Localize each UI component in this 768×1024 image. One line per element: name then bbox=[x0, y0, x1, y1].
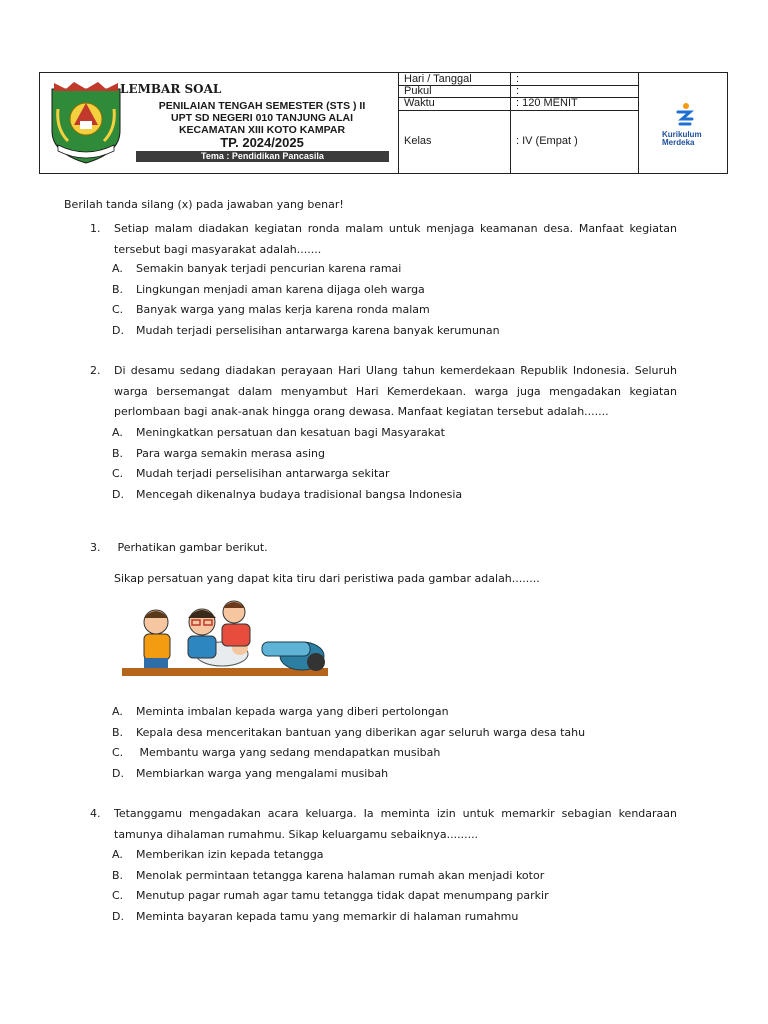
sheet-label: LEMBAR SOAL bbox=[120, 82, 222, 96]
exam-title: PENILAIAN TENGAH SEMESTER (STS ) II bbox=[158, 100, 366, 112]
option-letter: A. bbox=[112, 705, 123, 718]
question-number: 3. bbox=[90, 541, 101, 554]
option-text: Semakin banyak terjadi pencurian karena ramai bbox=[136, 262, 402, 275]
question-3-prompt: Sikap persatuan yang dapat kita tiru dari peristiwa pada gambar adalah........ bbox=[114, 572, 540, 585]
pukul-value: : bbox=[516, 85, 520, 97]
question-text: Tetanggamu mengadakan acara keluarga. Ia meminta izin untuk memarkir sebagian kendaraan tamunya dihalaman rumahmu. Sikap keluargamu sebaiknya......... bbox=[114, 807, 677, 841]
children-helping-illustration bbox=[122, 598, 328, 676]
option-text: Memberikan izin kepada tetangga bbox=[136, 848, 324, 861]
pukul-label: Pukul bbox=[404, 85, 432, 97]
option-letter: A. bbox=[112, 426, 123, 439]
district-name: KECAMATAN XIII KOTO KAMPAR bbox=[178, 124, 346, 136]
question-number: 4. bbox=[90, 807, 101, 820]
kelas-label: Kelas bbox=[404, 135, 432, 147]
option-letter: C. bbox=[112, 303, 124, 316]
header-title-block bbox=[40, 73, 399, 173]
option-text: Mudah terjadi perselisihan antarwarga karena banyak kerumunan bbox=[136, 323, 500, 337]
option-letter: B. bbox=[112, 725, 124, 739]
option-text: Lingkungan menjadi aman karena dijaga oleh warga bbox=[136, 282, 425, 296]
option-letter: B. bbox=[112, 868, 124, 882]
option-letter: D. bbox=[112, 766, 124, 780]
hari-label: Hari / Tanggal bbox=[404, 73, 472, 85]
option-text: Membiarkan warga yang mengalami musibah bbox=[136, 766, 389, 780]
option-text: Mencegah dikenalnya budaya tradisional bangsa Indonesia bbox=[136, 487, 463, 501]
kurikulum-merdeka-logo bbox=[642, 101, 722, 153]
info-row-kelas bbox=[398, 110, 638, 173]
option-letter: A. bbox=[112, 848, 123, 861]
waktu-label: Waktu bbox=[404, 97, 435, 109]
question-number: 1. bbox=[90, 222, 101, 235]
school-name: UPT SD NEGERI 010 TANJUNG ALAI bbox=[170, 112, 354, 124]
kampar-regency-emblem-icon bbox=[44, 79, 128, 165]
option-text: Meminta bayaran kepada tamu yang memarkir di halaman rumahmu bbox=[136, 909, 519, 923]
question-text: Setiap malam diadakan kegiatan ronda malam untuk menjaga keamanan desa. Manfaat kegiatan tersebut bagi masyarakat adalah....... bbox=[114, 222, 677, 256]
option-letter: A. bbox=[112, 262, 123, 275]
option-text: Membantu warga yang sedang mendapatkan musibah bbox=[136, 746, 441, 759]
exam-info-table bbox=[398, 73, 639, 173]
option-letter: C. bbox=[112, 746, 124, 759]
hari-value: : bbox=[516, 73, 520, 85]
option-text: Para warga semakin merasa asing bbox=[136, 446, 325, 460]
instruction: Berilah tanda silang (x) pada jawaban yang benar! bbox=[64, 198, 344, 211]
option-text: Mudah terjadi perselisihan antarwarga sekitar bbox=[136, 467, 390, 480]
question-number: 2. bbox=[90, 364, 101, 377]
option-text: Meningkatkan persatuan dan kesatuan bagi Masyarakat bbox=[136, 426, 445, 439]
option-text: Kepala desa menceritakan bantuan yang diberikan agar seluruh warga desa tahu bbox=[136, 725, 586, 739]
option-letter: B. bbox=[112, 446, 124, 460]
kurikulum-merdeka-icon bbox=[662, 101, 702, 131]
school-year: TP. 2024/2025 bbox=[220, 135, 304, 150]
question-text: Di desamu sedang diadakan perayaan Hari Ulang tahun kemerdekaan Republik Indonesia. Seluruh warga bersemangat dalam menyambut Hari Kemerdekaan. warga juga mengadakan kegiatan perlombaan bagi anak-anak hingga orang dewasa. Manfaat kegiatan tersebut adalah....... bbox=[114, 364, 677, 418]
kurikulum-text: Kurikulum bbox=[662, 130, 702, 139]
exam-header bbox=[39, 72, 728, 174]
option-letter: C. bbox=[112, 467, 124, 480]
info-row-waktu bbox=[398, 97, 638, 111]
theme-banner: Tema : Pendidikan Pancasila bbox=[136, 151, 389, 162]
kelas-value: : IV (Empat ) bbox=[516, 135, 578, 147]
merdeka-text: Merdeka bbox=[662, 138, 695, 147]
option-text: Menutup pagar rumah agar tamu tetangga tidak dapat menumpang parkir bbox=[136, 889, 549, 902]
option-letter: D. bbox=[112, 909, 124, 923]
waktu-value: : 120 MENIT bbox=[516, 97, 578, 109]
option-letter: D. bbox=[112, 487, 124, 501]
option-letter: B. bbox=[112, 282, 124, 296]
kurikulum-merdeka-wordmark bbox=[662, 131, 702, 147]
option-text: Banyak warga yang malas kerja karena ronda malam bbox=[136, 303, 430, 316]
option-letter: C. bbox=[112, 889, 124, 902]
option-text: Meminta imbalan kepada warga yang diberi pertolongan bbox=[136, 705, 449, 718]
option-letter: D. bbox=[112, 323, 124, 337]
question-text: Perhatikan gambar berikut. bbox=[114, 541, 268, 554]
option-text: Menolak permintaan tetangga karena halaman rumah akan menjadi kotor bbox=[136, 868, 545, 882]
